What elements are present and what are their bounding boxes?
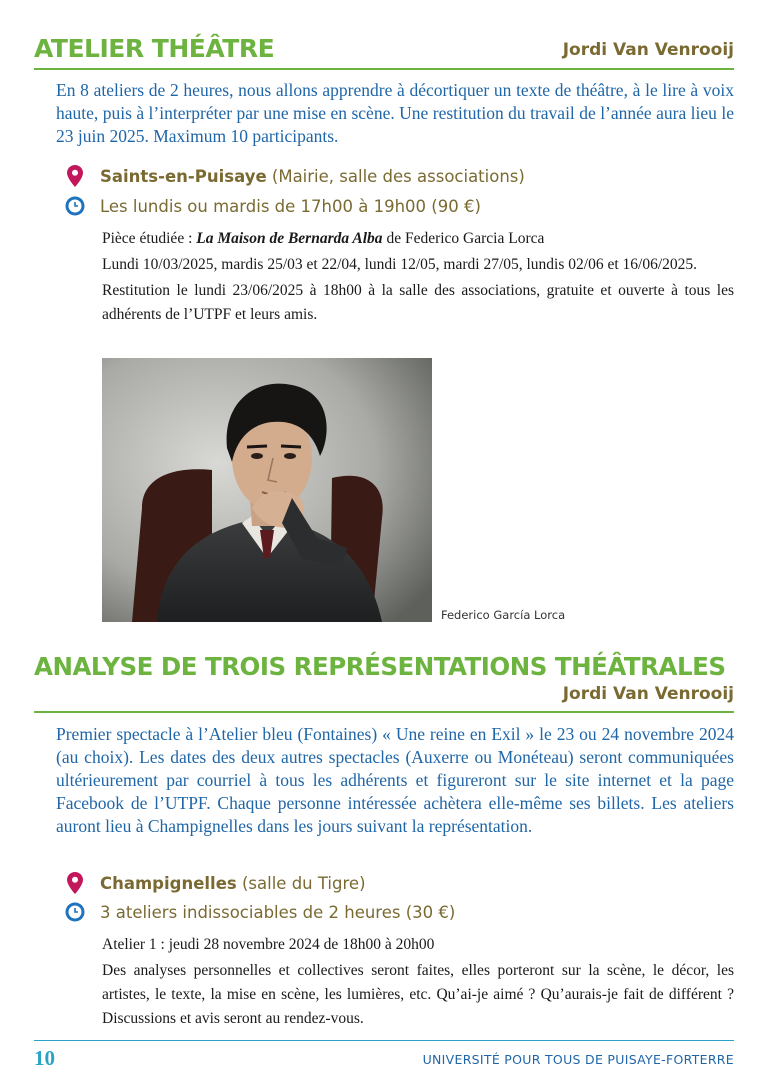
piece-title: La Maison de Bernarda Alba — [196, 230, 383, 247]
map-pin-icon — [64, 165, 86, 187]
clock-icon — [64, 901, 86, 923]
section-header — [34, 34, 734, 70]
page-number: 10 — [34, 1046, 55, 1070]
schedule-text: Les lundis ou mardis de 17h00 à 19h00 (90 €) — [100, 196, 481, 216]
photo-caption: Federico García Lorca — [441, 608, 566, 622]
section-author: Jordi Van Venrooij — [562, 684, 734, 704]
location-detail: (salle du Tigre) — [236, 873, 366, 893]
section-details — [102, 227, 734, 329]
piece-line — [102, 227, 734, 251]
section-intro: En 8 ateliers de 2 heures, nous allons apprendre à décortiquer un texte de théâtre, à le lire à voix haute, puis à l’interpréter par une mise en scène. Une restitution du travail de l’année aura lieu le 23 juin 2025. Maximum 10 participants. — [56, 80, 734, 146]
schedule-row — [64, 193, 481, 219]
dates-text: Lundi 10/03/2025, mardis 25/03 et 22/04, lundi 12/05, mardi 27/05, lundis 02/06 et 16/06/2025. — [102, 256, 698, 273]
section-author: Jordi Van Venrooij — [562, 40, 734, 60]
location-name: Saints-en-Puisaye — [100, 166, 267, 186]
section-intro: Premier spectacle à l’Atelier bleu (Fontaines) « Une reine en Exil » le 23 ou 24 novembre 2024 (au choix). Les dates des deux autres spectacles (Auxerre ou Monéteau) seront communiquées ultérieurement par courriel à tous les adhérents et figureront sur le site internet et la page Facebook de l’UTPF. Chaque personne intéressée achètera elle-même ses billets. Les ateliers auront lieu à Champignelles dans les jours suivant la représentation. — [56, 724, 734, 836]
location-detail: (Mairie, salle des associations) — [266, 166, 525, 186]
atelier-line: Atelier 1 : jeudi 28 novembre 2024 de 18h00 à 20h00 — [102, 936, 435, 953]
portrait-photo — [102, 358, 432, 622]
footer-rule — [34, 1040, 734, 1041]
section-title: ANALYSE DE TROIS REPRÉSENTATIONS THÉÂTRALES — [34, 652, 726, 681]
description-text: Des analyses personnelles et collectives seront faites, elles porteront sur la scène, le décor, les artistes, le texte, la mise en scène, les lumières, etc. Qu’ai-je aimé ? Qu’aurais-je fait de différent ? Discussions et avis seront au rendez-vous. — [102, 962, 734, 1027]
piece-author: de Federico Garcia Lorca — [382, 230, 545, 247]
restitution-text: Restitution le lundi 23/06/2025 à 18h00 à la salle des associations, gratuite et ouverte à tous les adhérents de l’UTPF et leurs amis. — [102, 282, 734, 323]
location-name: Champignelles — [100, 873, 237, 893]
clock-icon — [64, 195, 86, 217]
section-header — [34, 652, 734, 713]
map-pin-icon — [64, 872, 86, 894]
piece-label: Pièce étudiée : — [102, 230, 197, 247]
schedule-text: 3 ateliers indissociables de 2 heures (30 €) — [100, 902, 456, 922]
section-title: ATELIER THÉÂTRE — [34, 34, 275, 63]
location-row — [64, 870, 366, 896]
location-row — [64, 163, 525, 189]
section-details — [102, 933, 734, 1033]
footer-org-name: UNIVERSITÉ POUR TOUS DE PUISAYE-FORTERRE — [422, 1052, 734, 1067]
schedule-row — [64, 899, 455, 925]
